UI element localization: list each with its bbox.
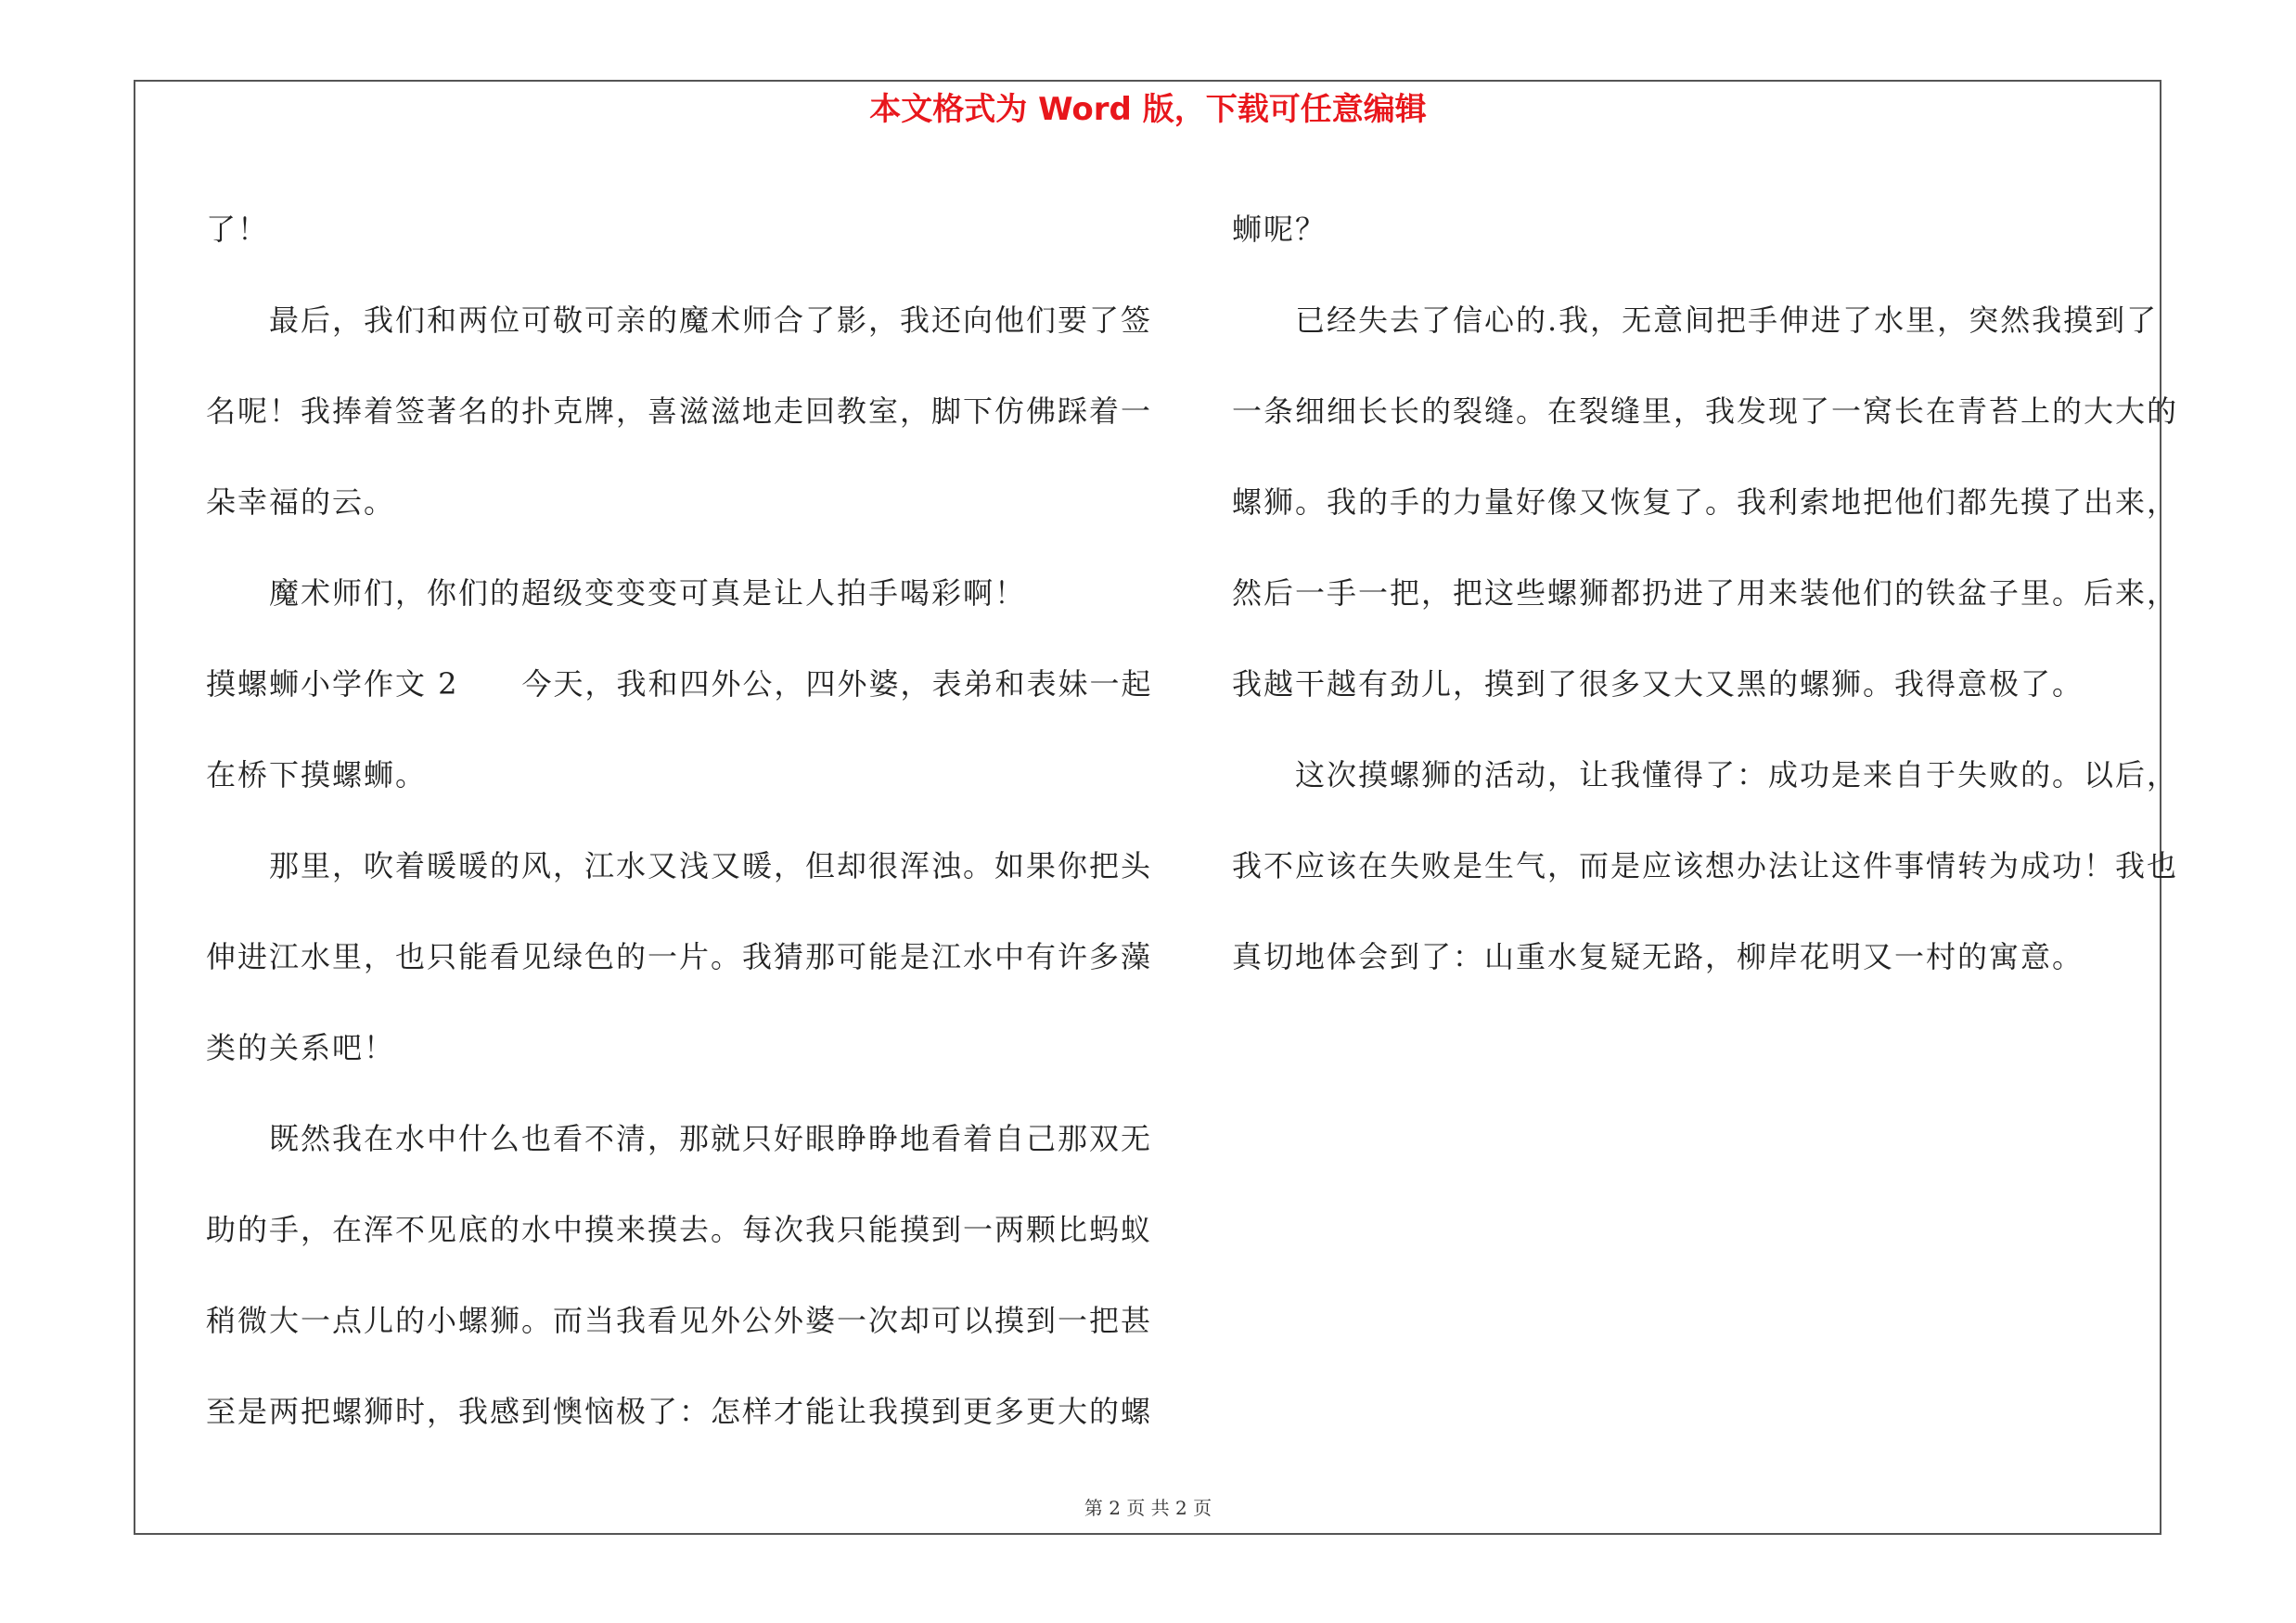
paragraph-line: 蛳呢？ [1232, 212, 1328, 247]
paragraph-line: 在桥下摸螺蛳。 [206, 757, 428, 792]
paragraph-line: 稍微大一点儿的小螺狮。而当我看见外公外婆一次却可以摸到一把甚 [206, 1303, 1153, 1338]
paragraph-line: 我越干越有劲儿，摸到了很多又大又黑的螺狮。我得意极了。 [1232, 666, 2084, 702]
right-column [1232, 184, 2179, 1002]
paragraph-line: 螺狮。我的手的力量好像又恢复了。我利索地把他们都先摸了出来， [1232, 484, 2179, 520]
paragraph-line: 那里，吹着暖暖的风，江水又浅又暖，但却很浑浊。如果你把头 [206, 848, 1153, 883]
paragraph-line: 助的手，在浑不见底的水中摸来摸去。每次我只能摸到一两颗比蚂蚁 [206, 1212, 1153, 1247]
paragraph-line: 了！ [206, 212, 270, 247]
paragraph-line: 这次摸螺狮的活动，让我懂得了：成功是来自于失败的。以后， [1232, 757, 2179, 792]
paragraph-line: 魔术师们，你们的超级变变变可真是让人拍手喝彩啊！ [206, 575, 1027, 611]
paragraph-line: 最后，我们和两位可敬可亲的魔术师合了影，我还向他们要了签 [206, 303, 1153, 338]
paragraph-line: 类的关系吧！ [206, 1030, 396, 1065]
page-number: 第 2 页 共 2 页 [1084, 1497, 1212, 1519]
paragraph-line: 真切地体会到了：山重水复疑无路，柳岸花明又一村的寓意。 [1232, 939, 2084, 974]
section-heading-line: 摸螺蛳小学作文 2 今天，我和四外公，四外婆，表弟和表妹一起 [206, 666, 1153, 702]
paragraph-line: 一条细细长长的裂缝。在裂缝里，我发现了一窝长在青苔上的大大的 [1232, 393, 2179, 429]
left-column [206, 184, 1153, 1457]
header-banner: 本文格式为 Word 版，下载可任意编辑 [869, 91, 1427, 128]
paragraph-line: 至是两把螺狮时，我感到懊恼极了：怎样才能让我摸到更多更大的螺 [206, 1394, 1153, 1429]
paragraph-line: 朵幸福的云。 [206, 484, 396, 520]
paragraph-line: 名呢！我捧着签著名的扑克牌，喜滋滋地走回教室，脚下仿佛踩着一 [206, 393, 1153, 429]
paragraph-line: 然后一手一把，把这些螺狮都扔进了用来装他们的铁盆子里。后来， [1232, 575, 2179, 611]
paragraph-line: 伸进江水里，也只能看见绿色的一片。我猜那可能是江水中有许多藻 [206, 939, 1153, 974]
paragraph-line: 我不应该在失败是生气，而是应该想办法让这件事情转为成功！我也 [1232, 848, 2179, 883]
paragraph-line: 已经失去了信心的.我，无意间把手伸进了水里，突然我摸到了 [1232, 303, 2159, 338]
paragraph-line: 既然我在水中什么也看不清，那就只好眼睁睁地看着自己那双无 [206, 1121, 1153, 1156]
